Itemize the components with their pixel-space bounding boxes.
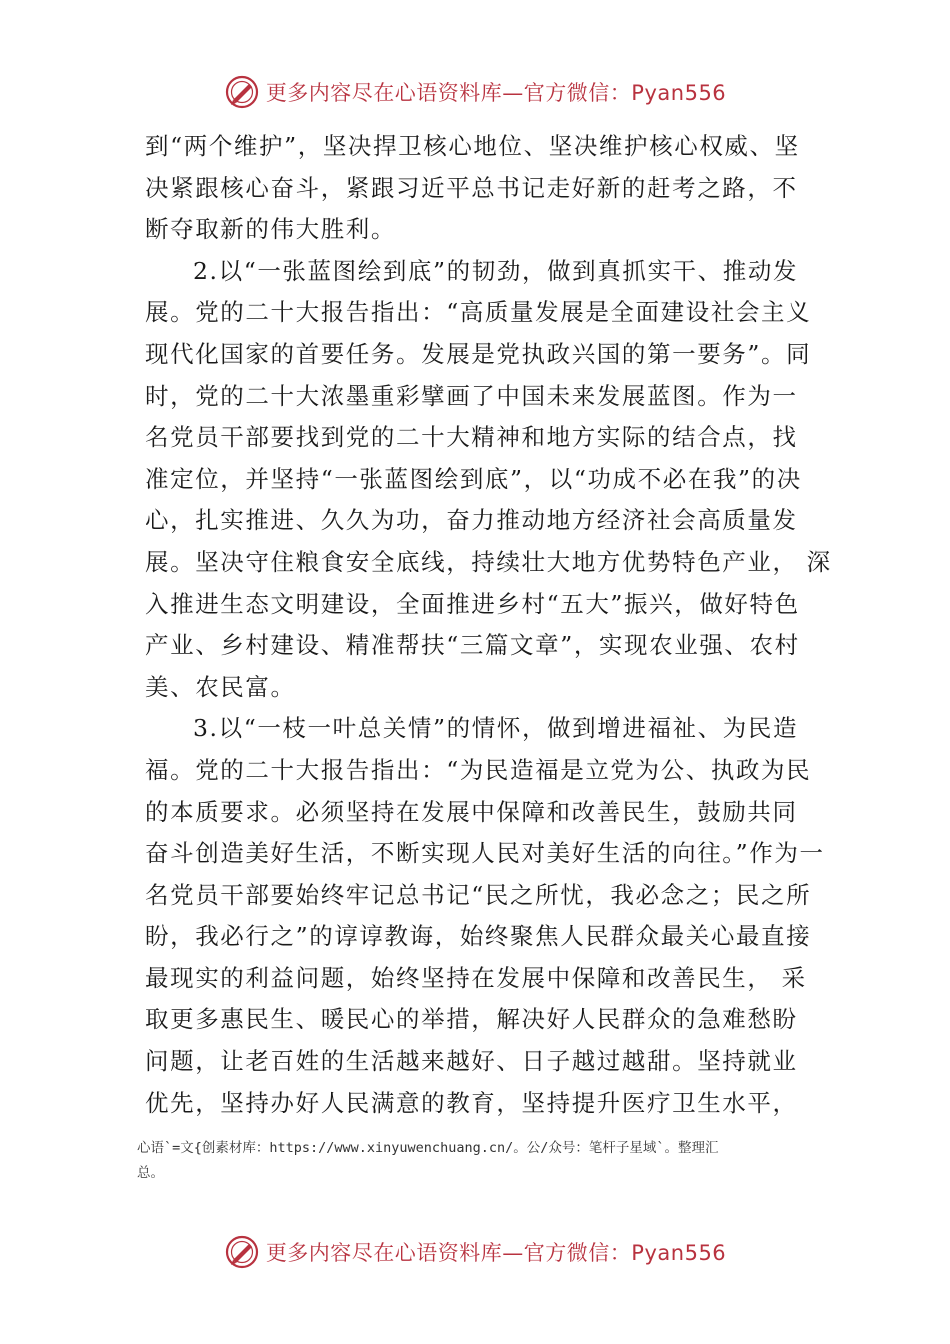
text-line: 展。坚决守住粮食安全底线，持续壮大地方优势特色产业， 深 — [145, 547, 832, 576]
text-line: 产业、乡村建设、精准帮扶“三篇文章”，实现农业强、农村 — [145, 631, 800, 660]
text-line: 展。党的二十大报告指出：“高质量发展是全面建设社会主义 — [145, 298, 812, 327]
paragraph — [145, 708, 825, 1124]
document-body — [145, 126, 832, 1124]
pen-logo-icon — [224, 1234, 260, 1270]
paragraph — [145, 126, 825, 251]
text-line: 美、农民富。 — [145, 672, 296, 701]
header-banner — [0, 72, 950, 112]
pen-logo-icon — [224, 74, 260, 110]
text-line: 2.以“一张蓝图绘到底”的韧劲，做到真抓实干、推动发 — [193, 256, 799, 285]
text-line: 优先，坚持办好人民满意的教育，坚持提升医疗卫生水平， — [145, 1088, 798, 1117]
text-line: 最现实的利益问题，始终坚持在发展中保障和改善民生， 采 — [145, 963, 807, 992]
source-footnote — [137, 1136, 837, 1186]
header-banner-text: 更多内容尽在心语资料库—官方微信：Pyan556 — [265, 81, 727, 105]
text-line: 心，扎实推进、久久为功，奋力推动地方经济社会高质量发 — [145, 506, 798, 535]
text-line: 的本质要求。必须坚持在发展中保障和改善民生，鼓励共同 — [145, 797, 798, 826]
text-line: 准定位，并坚持“一张蓝图绘到底”，以“功成不必在我”的决 — [145, 464, 802, 493]
text-line: 福。党的二十大报告指出：“为民造福是立党为公、执政为民 — [145, 755, 812, 784]
footer-banner — [0, 1232, 950, 1272]
text-line: 3.以“一枝一叶总关情”的情怀，做到增进福祉、为民造 — [193, 714, 799, 743]
text-line: 名党员干部要找到党的二十大精神和地方实际的结合点，找 — [145, 423, 798, 452]
text-line: 入推进生态文明建设，全面推进乡村“五大”振兴，做好特色 — [145, 589, 800, 618]
text-line: 取更多惠民生、暖民心的举措，解决好人民群众的急难愁盼 — [145, 1005, 798, 1034]
paragraph — [145, 251, 832, 709]
text-line: 现代化国家的首要任务。发展是党执政兴国的第一要务”。同 — [145, 339, 812, 368]
text-line: 盼，我必行之”的谆谆教诲，始终聚焦人民群众最关心最直接 — [145, 922, 812, 951]
footnote-line: 总。 — [137, 1165, 164, 1181]
text-line: 奋斗创造美好生活，不断实现人民对美好生活的向往。”作为一 — [145, 839, 825, 868]
text-line: 名党员干部要始终牢记总书记“民之所忧，我必念之；民之所 — [145, 880, 812, 909]
text-line: 到“两个维护”，坚决捍卫核心地位、坚决维护核心权威、坚 — [145, 132, 800, 160]
text-line: 决紧跟核心奋斗，紧跟习近平总书记走好新的赶考之路，不 — [145, 173, 798, 202]
text-line: 问题，让老百姓的生活越来越好、日子越过越甜。坚持就业 — [145, 1047, 798, 1076]
text-line: 断夺取新的伟大胜利。 — [145, 215, 396, 244]
text-line: 时，党的二十大浓墨重彩擘画了中国未来发展蓝图。作为一 — [145, 381, 798, 410]
footer-banner-text: 更多内容尽在心语资料库—官方微信：Pyan556 — [265, 1241, 727, 1265]
footnote-line: 心语`=文{创素材库：https://www.xinyuwenchuang.cn/。公/众号：笔杆子星域`。整理汇 — [137, 1140, 719, 1156]
